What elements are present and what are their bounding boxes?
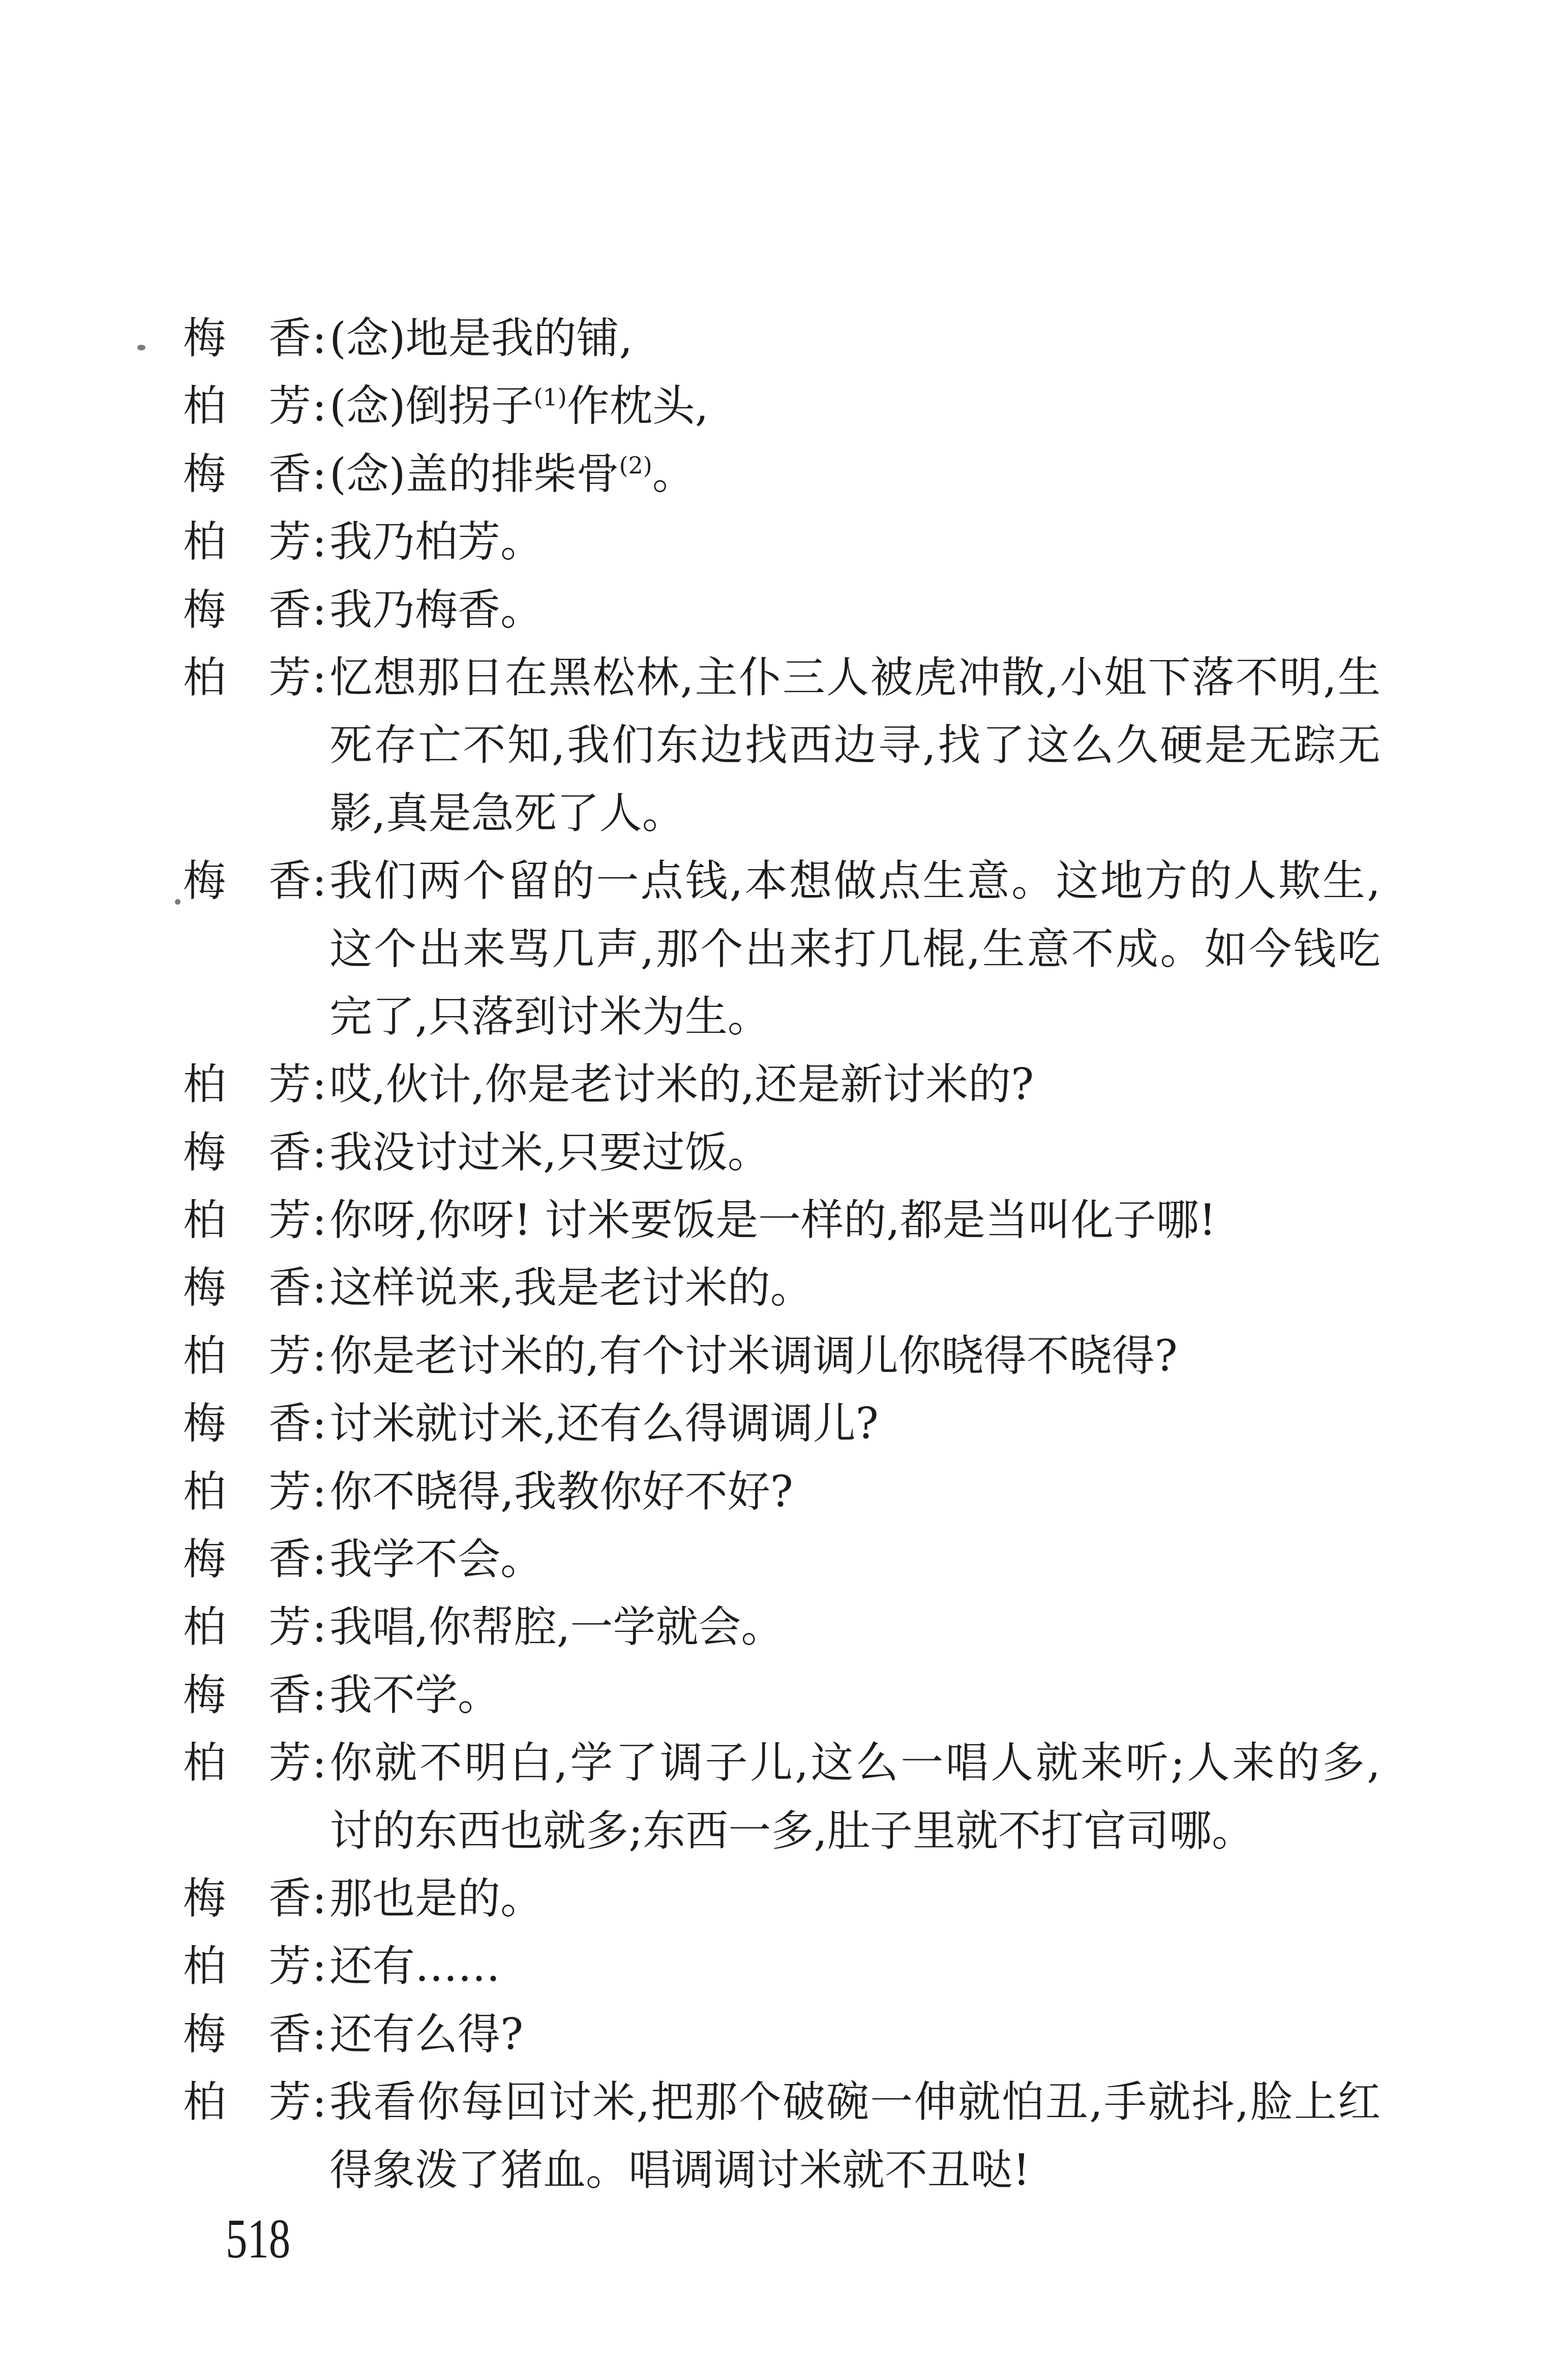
speaker-colon: : bbox=[312, 1059, 327, 1110]
dialogue-line: 我乃梅香。 bbox=[329, 584, 544, 635]
dialogue-line: 你不晓得,我教你好不好? bbox=[329, 1466, 793, 1516]
speaker-colon: : bbox=[312, 1873, 327, 1923]
dialogue-entry bbox=[0, 1119, 1560, 1186]
speaker-name-char: 柏 bbox=[183, 1941, 226, 1991]
script-page bbox=[0, 305, 1560, 2204]
speaker-name-char: 芳 bbox=[268, 1941, 312, 1991]
line-text: 。 bbox=[652, 449, 695, 499]
speaker-name-char: 梅 bbox=[183, 1127, 226, 1177]
speaker-colon: : bbox=[312, 449, 327, 499]
footnote-marker: (1) bbox=[533, 383, 567, 411]
speaker-colon: : bbox=[312, 381, 327, 431]
dialogue-entry bbox=[0, 508, 1560, 576]
speaker-name-char: 柏 bbox=[183, 1738, 226, 1788]
speaker-name-char: 柏 bbox=[183, 517, 226, 567]
dialogue-line: 我唱,你帮腔,一学就会。 bbox=[329, 1602, 784, 1652]
speaker-name-char: 梅 bbox=[183, 1670, 226, 1720]
speaker-colon: : bbox=[312, 1738, 327, 1788]
speaker-colon: : bbox=[312, 584, 327, 635]
speaker-name-char: 香 bbox=[268, 313, 312, 363]
dialogue-line: 我乃柏芳。 bbox=[329, 517, 544, 567]
dialogue-line: 死存亡不知,我们东边找西边寻,找了这么久硬是无踪无 bbox=[329, 720, 1381, 770]
speaker-colon: : bbox=[312, 2009, 327, 2059]
dialogue-entry bbox=[0, 1661, 1560, 1729]
speaker-name-char: 香 bbox=[268, 449, 312, 499]
speaker-name-char: 香 bbox=[268, 1399, 312, 1449]
speaker-colon: : bbox=[312, 1195, 327, 1245]
speaker-name-char: 柏 bbox=[183, 1195, 226, 1245]
speaker-name-char: 芳 bbox=[268, 1330, 312, 1381]
dialogue-entry bbox=[0, 847, 1560, 1051]
dialogue-entry bbox=[0, 2068, 1560, 2204]
speaker-name-char: 香 bbox=[268, 1873, 312, 1923]
dialogue-line: 这个出来骂几声,那个出来打几棍,生意不成。如今钱吃 bbox=[329, 924, 1381, 974]
speaker-name-char: 梅 bbox=[183, 1873, 226, 1923]
speaker-name-char: 芳 bbox=[268, 1195, 312, 1245]
speaker-colon: : bbox=[312, 2077, 327, 2127]
dialogue-entry bbox=[0, 1254, 1560, 1322]
speaker-name-char: 梅 bbox=[183, 856, 226, 906]
speaker-name-char: 梅 bbox=[183, 1263, 226, 1313]
dialogue-line: (念)地是我的铺, bbox=[329, 313, 633, 363]
speaker-name-char: 柏 bbox=[183, 2077, 226, 2127]
speaker-name-char: 香 bbox=[268, 2009, 312, 2059]
speaker-name-char: 芳 bbox=[268, 1466, 312, 1516]
speaker-name-char: 柏 bbox=[183, 1330, 226, 1381]
dialogue-entry bbox=[0, 1322, 1560, 1390]
speaker-colon: : bbox=[312, 1263, 327, 1313]
speaker-name-char: 香 bbox=[268, 1263, 312, 1313]
dialogue-line: 哎,伙计,你是老讨米的,还是新讨米的? bbox=[329, 1059, 1034, 1110]
dialogue-line: 这样说来,我是老讨米的。 bbox=[329, 1263, 813, 1313]
speaker-name-char: 芳 bbox=[268, 517, 312, 567]
speaker-name-char: 柏 bbox=[183, 1602, 226, 1652]
dialogue-entry bbox=[0, 1051, 1560, 1118]
line-text: 作枕头, bbox=[566, 381, 709, 431]
speaker-colon: : bbox=[312, 1602, 327, 1652]
dialogue-entry bbox=[0, 1932, 1560, 2000]
dialogue-line: 还有么得? bbox=[329, 2009, 524, 2059]
dialogue-entry bbox=[0, 1865, 1560, 1932]
speaker-name-char: 香 bbox=[268, 584, 312, 635]
speaker-colon: : bbox=[312, 1534, 327, 1585]
dialogue-line: 你呀,你呀! 讨米要饭是一样的,都是当叫化子哪! bbox=[329, 1195, 1216, 1245]
dialogue-line: 讨的东西也就多;东西一多,肚子里就不打官司哪。 bbox=[329, 1805, 1255, 1856]
dialogue-line: 讨米就讨米,还有么得调调儿? bbox=[329, 1399, 879, 1449]
dialogue-entry bbox=[0, 1526, 1560, 1593]
dialogue-line: 我们两个留的一点钱,本想做点生意。这地方的人欺生, bbox=[329, 856, 1381, 906]
speaker-colon: : bbox=[312, 1670, 327, 1720]
speaker-name-char: 香 bbox=[268, 1127, 312, 1177]
dialogue-line: 影,真是急死了人。 bbox=[329, 788, 685, 838]
dialogue-line: 我不学。 bbox=[329, 1670, 501, 1720]
speaker-colon: : bbox=[312, 313, 327, 363]
dialogue-line: 我没讨过米,只要过饭。 bbox=[329, 1127, 770, 1177]
speaker-name-char: 芳 bbox=[268, 381, 312, 431]
line-text: (念)盖的排柴骨 bbox=[329, 449, 619, 499]
dialogue-entry bbox=[0, 440, 1560, 508]
speaker-name-char: 芳 bbox=[268, 1602, 312, 1652]
speaker-name-char: 梅 bbox=[183, 2009, 226, 2059]
dialogue-entry bbox=[0, 305, 1560, 372]
speaker-name-char: 香 bbox=[268, 856, 312, 906]
speaker-colon: : bbox=[312, 1330, 327, 1381]
line-text: (念)倒拐子 bbox=[329, 381, 534, 431]
speaker-name-char: 柏 bbox=[183, 1466, 226, 1516]
dialogue-line: 忆想那日在黑松林,主仆三人被虎冲散,小姐下落不明,生 bbox=[329, 652, 1381, 702]
footnote-marker: (2) bbox=[619, 451, 652, 479]
dialogue-entry bbox=[0, 1458, 1560, 1526]
speaker-name-char: 柏 bbox=[183, 652, 226, 702]
speaker-name-char: 芳 bbox=[268, 1059, 312, 1110]
speaker-colon: : bbox=[312, 652, 327, 702]
dialogue-line: 我学不会。 bbox=[329, 1534, 544, 1585]
dialogue-line: 你是老讨米的,有个讨米调调儿你晓得不晓得? bbox=[329, 1330, 1178, 1381]
dialogue-entry bbox=[0, 644, 1560, 847]
speaker-colon: : bbox=[312, 1127, 327, 1177]
dialogue-entry bbox=[0, 372, 1560, 440]
dialogue-entry bbox=[0, 2001, 1560, 2068]
dialogue-entry bbox=[0, 1390, 1560, 1457]
dialogue-entry bbox=[0, 1593, 1560, 1661]
page-number: 518 bbox=[226, 2208, 291, 2270]
dialogue-line: 还有…… bbox=[329, 1941, 501, 1991]
speaker-name-char: 梅 bbox=[183, 584, 226, 635]
speaker-name-char: 柏 bbox=[183, 381, 226, 431]
dialogue-line: 完了,只落到讨米为生。 bbox=[329, 991, 770, 1042]
speaker-name-char: 梅 bbox=[183, 1399, 226, 1449]
speaker-name-char: 梅 bbox=[183, 313, 226, 363]
speaker-colon: : bbox=[312, 517, 327, 567]
speaker-name-char: 香 bbox=[268, 1534, 312, 1585]
speaker-colon: : bbox=[312, 1941, 327, 1991]
dialogue-line: 你就不明白,学了调子儿,这么一唱人就来听;人来的多, bbox=[329, 1738, 1381, 1788]
dialogue-entry bbox=[0, 576, 1560, 644]
speaker-name-char: 柏 bbox=[183, 1059, 226, 1110]
dialogue-line bbox=[329, 440, 1381, 508]
dialogue-line bbox=[329, 372, 1381, 440]
speaker-name-char: 梅 bbox=[183, 449, 226, 499]
speaker-colon: : bbox=[312, 856, 327, 906]
speaker-name-char: 香 bbox=[268, 1670, 312, 1720]
speaker-name-char: 芳 bbox=[268, 652, 312, 702]
dialogue-line: 那也是的。 bbox=[329, 1873, 544, 1923]
speaker-name-char: 芳 bbox=[268, 1738, 312, 1788]
dialogue-entry bbox=[0, 1729, 1560, 1865]
speaker-colon: : bbox=[312, 1399, 327, 1449]
speaker-colon: : bbox=[312, 1466, 327, 1516]
speaker-name-char: 梅 bbox=[183, 1534, 226, 1585]
speaker-name-char: 芳 bbox=[268, 2077, 312, 2127]
dialogue-line: 得象泼了猪血。唱调调讨米就不丑哒! bbox=[329, 2145, 1030, 2195]
dialogue-entry bbox=[0, 1186, 1560, 1254]
dialogue-line: 我看你每回讨米,把那个破碗一伸就怕丑,手就抖,脸上红 bbox=[329, 2077, 1381, 2127]
